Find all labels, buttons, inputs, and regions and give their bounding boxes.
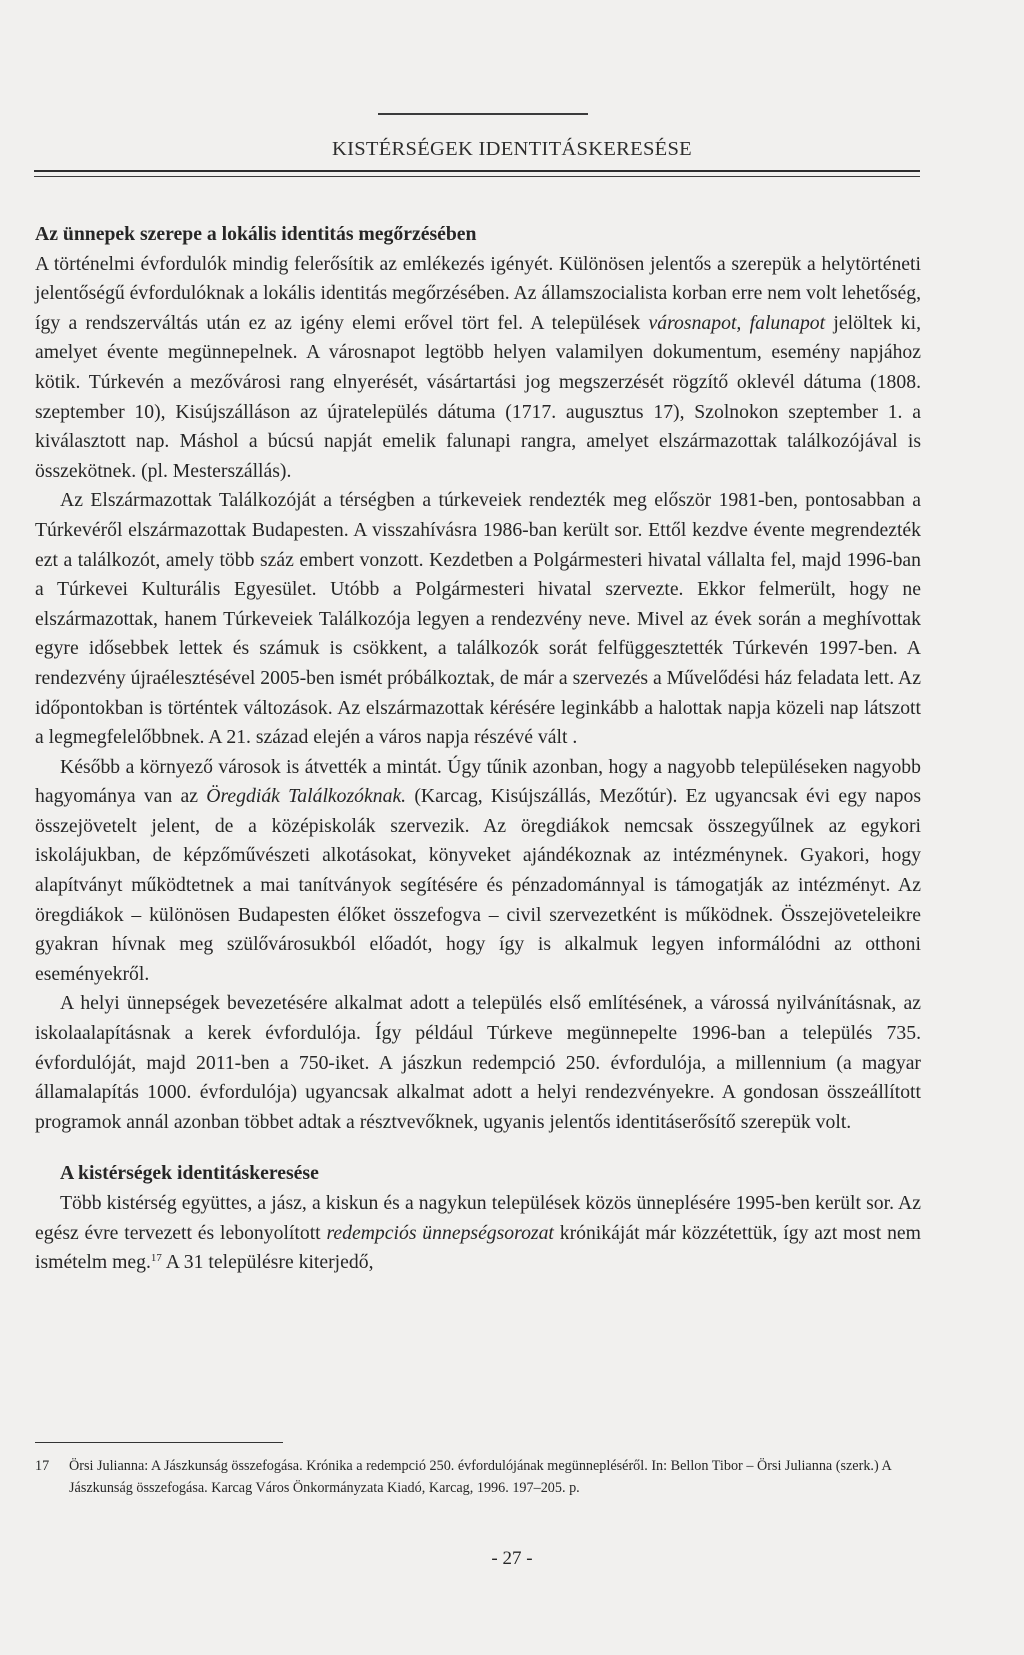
body-text <box>35 220 921 1278</box>
footnote <box>35 1455 921 1499</box>
header-top-line <box>378 113 588 115</box>
paragraph-1 <box>35 250 921 487</box>
paragraph-5-text-c: A 31 településre kiterjedő, <box>161 1251 374 1274</box>
paragraph-5 <box>35 1189 921 1278</box>
paragraph-3-italic: Öregdiák Találkozóknak. <box>206 785 407 808</box>
header-rule-thin <box>34 176 920 177</box>
section-title-unnepek: Az ünnepek szerepe a lokális identitás megőrzésében <box>35 223 477 245</box>
footnote-number: 17 <box>35 1458 50 1474</box>
header-rule-thick <box>34 170 920 172</box>
page-number: - 27 - <box>491 1548 533 1569</box>
paragraph-5-italic: redempciós ünnepségsorozat <box>326 1221 554 1244</box>
paragraph-3-text-b: (Karcag, Kisújszállás, Mezőtúr). Ez ugyancsak évi egy napos összejövetelt jelent, de a középiskolák szervezik. Az öregdiákok nemcsak összegyűlnek az egykori iskolájukban, de képzőművészeti alkotásokat, könyveket ajándékoznak az intézménynek. Gyakori, hogy alapítványt működtetnek a mai tanítványok segítésére és pénzadománnyal is támogatják az intézményt. Az öregdiákok – különösen Budapesten élőket összefogva – civil szervezetként is működnek. Összejöveteleikre gyakran hívnak meg szülővárosukból előadót, hogy így is alkalmuk legyen informálódni az otthoni eseményekről. <box>35 785 921 985</box>
paragraph-1-italic: városnapot, falunapot <box>648 311 826 334</box>
footnote-text: Örsi Julianna: A Jászkunság összefogása. Krónika a redempció 250. évfordulójának megünnepléséről. In: Bellon Tibor – Örsi Julianna (szerk.) A Jászkunság összefogása. Karcag Város Önkormányzata Kiadó, Karcag, 1996. 197–205. p. <box>69 1458 891 1496</box>
paragraph-3-text-a: Később a környező városok is átvették a mintát. Úgy tűnik azonban, hogy a nagyobb településeken nagyobb hagyománya van az <box>35 755 921 808</box>
paragraph-1-text-b: jelöltek ki, amelyet évente megünnepelnek. A városnapot legtöbb helyen valamilyen dokumentum, esemény napjához kötik. Túrkevén a mezővárosi rang elnyerését, vásártartási jog megszerzését rögzítő oklevél dátuma (1808. szeptember 10), Kisújszálláson az újratelepülés dátuma (1717. augusztus 17), Szolnokon szeptember 1. a kiválasztott nap. Máshol a búcsú napját emelik falunapi rangra, amelyet elszármazottak találkozójával is összekötnek. (pl. Mesterszállás). <box>35 311 921 482</box>
paragraph-1-text-a: A történelmi évfordulók mindig felerősítik az emlékezés igényét. Különösen jelentős a szerepük a helytörténeti jelentőségű évfordulóknak a lokális identitás megőrzésében. Az államszocialista korban erre nem volt lehetőség, így a rendszerváltás után ez az igény elemi erővel tört fel. A települések <box>35 252 921 334</box>
paragraph-3 <box>35 753 921 990</box>
paragraph-5-text-b: krónikáját már közzétettük, így azt most nem ismételm meg. <box>35 1221 921 1274</box>
section-title-kistersegek: A kistérségek identitáskeresése <box>60 1162 319 1185</box>
footnote-reference[interactable]: 17 <box>150 1252 162 1265</box>
running-title: KISTÉRSÉGEK IDENTITÁSKERESÉSE <box>331 138 693 160</box>
paragraph-4: A helyi ünnepségek bevezetésére alkalmat adott a település első említésének, a várossá nyilvánításnak, az iskolaalapításnak a kerek évfordulója. Így például Túrkeve megünnepelte 1996-ban a település 735. évfordulóját, majd 2011-ben a 750-iket. A jászkun redempció 250. évfordulója, a millennium (a magyar államalapítás 1000. évfordulója) ugyancsak alkalmat adott a helyi rendezvényekre. A gondosan összeállított programok annál azonban többet adtak a résztvevőknek, ugyanis jelentős identitáserősítő szerepük volt. <box>35 992 921 1133</box>
paragraph-2: Az Elszármazottak Találkozóját a térségben a túrkeveiek rendezték meg először 1981-ben, pontosabban a Túrkevéről elszármazottak Budapesten. A visszahívásra 1986-ban került sor. Ettől kezdve évente megrendezték ezt a találkozót, amely több száz embert vonzott. Kezdetben a Polgármesteri hivatal vállalta fel, majd 1996-ban a Túrkevei Kulturális Egyesület. Utóbb a Polgármesteri hivatal szervezte. Ekkor felmerült, hogy ne elszármazottak, hanem Túrkeveiek Találkozója legyen a rendezvény neve. Mivel az évek során a meghívottak egyre idősebbek lettek és számuk is csökkent, a találkozók sorát felfüggesztették Túrkevén 1997-ben. A rendezvény újraélesztésével 2005-ben ismét próbálkoztak, de már a szervezés a Művelődési ház feladata lett. Az időpontokban is történtek változások. Az elszármazottak kérésére leginkább a halottak napja közeli nap látszott a legmegfelelőbbnek. A 21. század elején a város napja részévé vált . <box>35 489 921 749</box>
footnote-rule <box>35 1442 283 1443</box>
paragraph-5-text-a: Több kistérség együttes, a jász, a kiskun és a nagykun települések közös ünneplésére 1995-ben került sor. Az egész évre tervezett és lebonyolított <box>35 1192 921 1244</box>
